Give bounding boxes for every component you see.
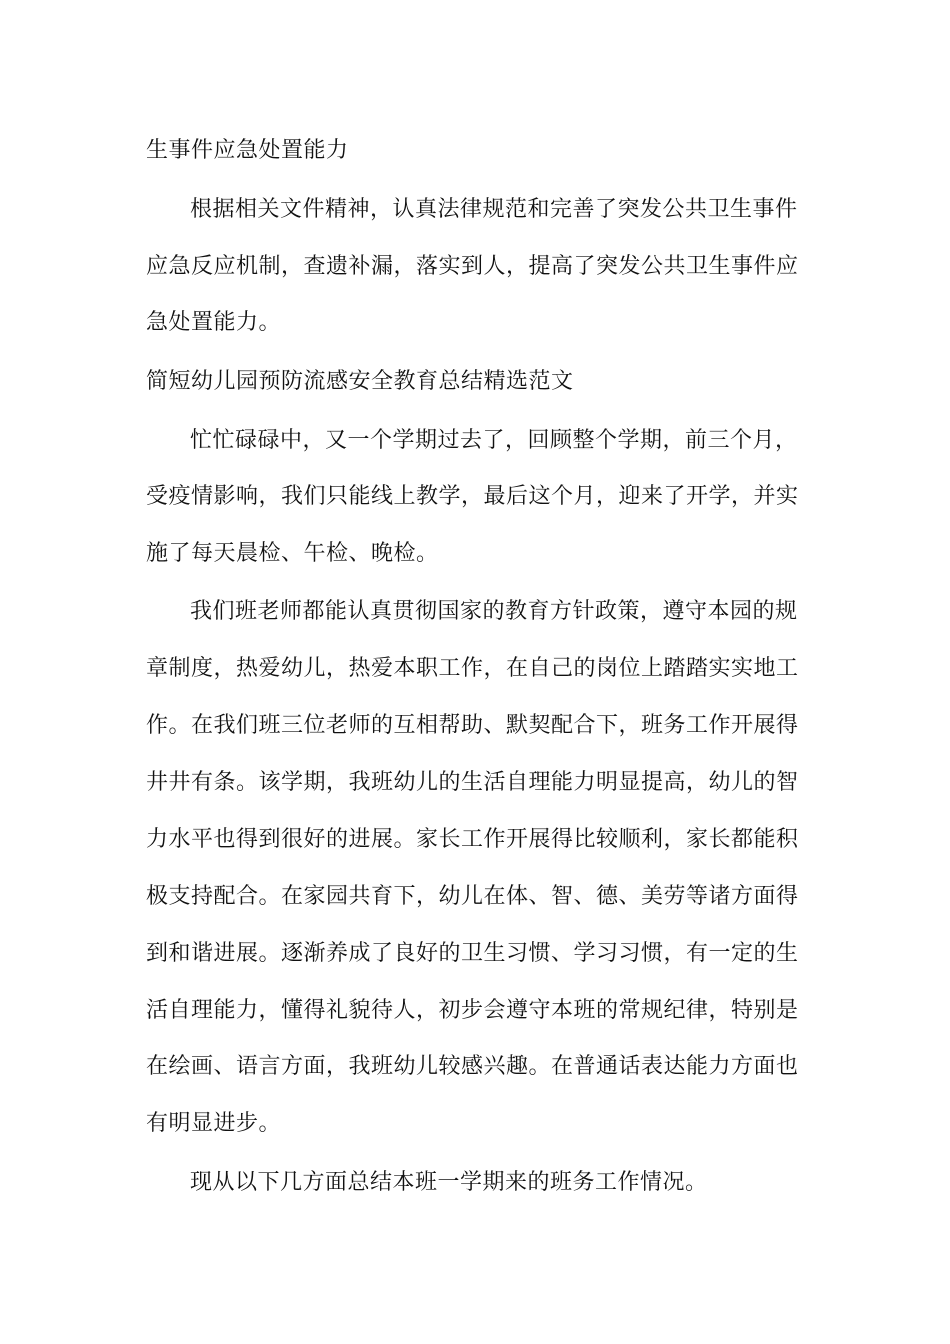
text-line: 有明显进步。 bbox=[146, 1111, 282, 1136]
text-line: 井井有条。该学期，我班幼儿的生活自理能力明显提高，幼儿的智 bbox=[146, 770, 799, 795]
text-line: 生事件应急处置能力 bbox=[146, 138, 349, 163]
section-heading: 简短幼儿园预防流感安全教育总结精选范文 bbox=[146, 369, 574, 394]
paragraph-first-line: 现从以下几方面总结本班一学期来的班务工作情况。 bbox=[190, 1170, 708, 1195]
text-line: 作。在我们班三位老师的互相帮助、默契配合下，班务工作开展得 bbox=[146, 713, 799, 738]
text-line: 受疫情影响，我们只能线上教学，最后这个月，迎来了开学，并实 bbox=[146, 484, 799, 509]
text-line: 施了每天晨检、午检、晚检。 bbox=[146, 541, 439, 566]
paragraph-first-line: 根据相关文件精神，认真法律规范和完善了突发公共卫生事件 bbox=[190, 197, 798, 222]
text-line: 到和谐进展。逐渐养成了良好的卫生习惯、学习习惯，有一定的生 bbox=[146, 941, 799, 966]
text-line: 应急反应机制，查遗补漏，落实到人，提高了突发公共卫生事件应 bbox=[146, 254, 799, 279]
text-line: 章制度，热爱幼儿，热爱本职工作，在自己的岗位上踏踏实实地工 bbox=[146, 656, 799, 681]
text-line: 活自理能力，懂得礼貌待人，初步会遵守本班的常规纪律，特别是 bbox=[146, 998, 799, 1023]
text-line: 力水平也得到很好的进展。家长工作开展得比较顺利，家长都能积 bbox=[146, 827, 799, 852]
paragraph-first-line: 忙忙碌碌中，又一个学期过去了，回顾整个学期，前三个月， bbox=[190, 428, 798, 453]
text-line: 极支持配合。在家园共育下，幼儿在体、智、德、美劳等诸方面得 bbox=[146, 884, 799, 909]
text-line: 在绘画、语言方面，我班幼儿较感兴趣。在普通话表达能力方面也 bbox=[146, 1054, 799, 1079]
text-line: 急处置能力。 bbox=[146, 310, 282, 335]
paragraph-first-line: 我们班老师都能认真贯彻国家的教育方针政策，遵守本园的规 bbox=[190, 599, 798, 624]
